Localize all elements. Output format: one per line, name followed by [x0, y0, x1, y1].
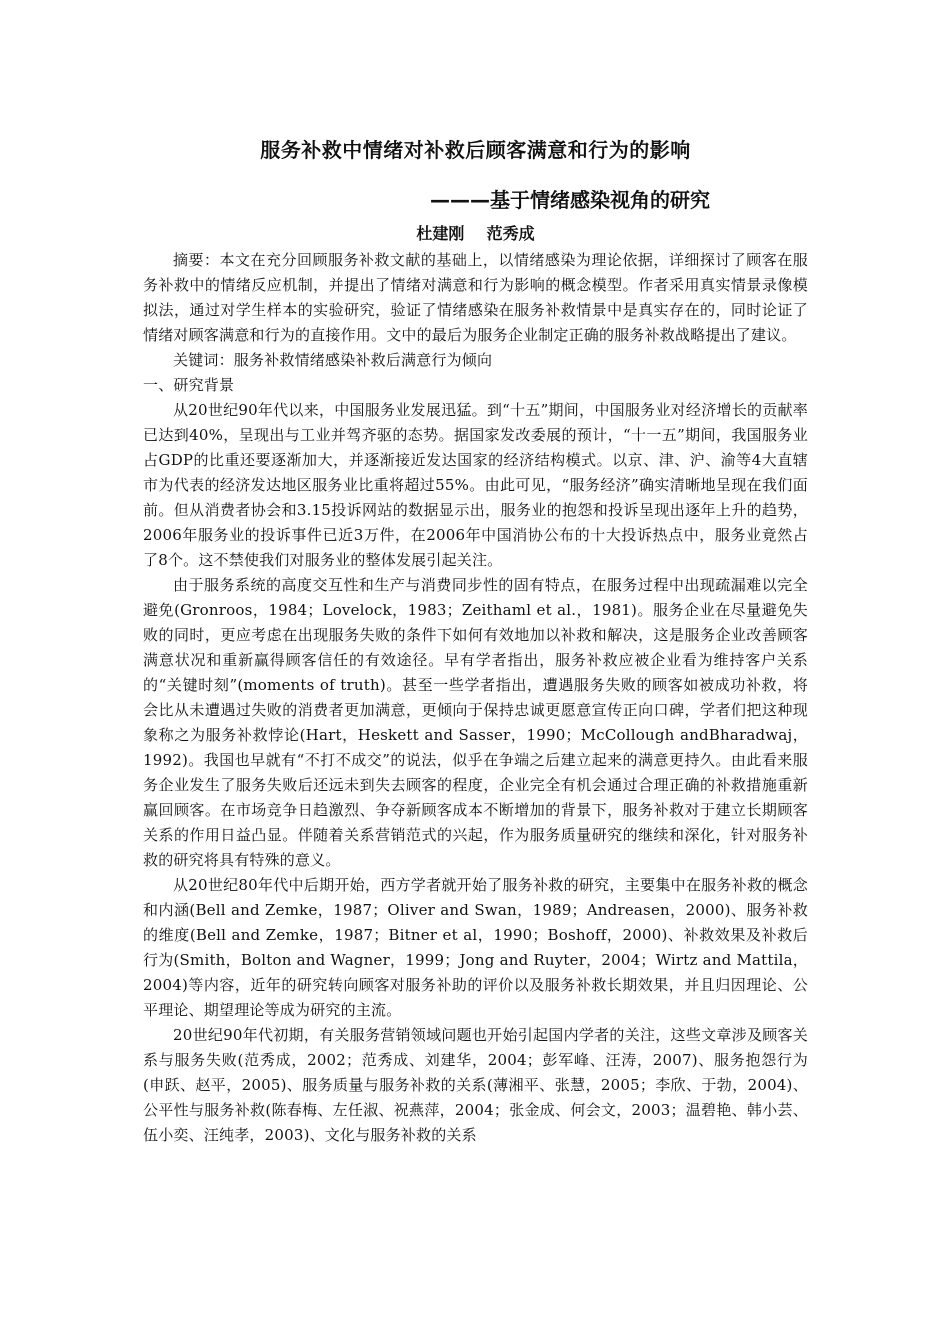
paper-page [143, 130, 808, 1148]
section-heading: 一、研究背景 [143, 376, 235, 394]
paper-authors: 杜建刚 范秀成 [416, 224, 535, 243]
body-paragraph-2: 由于服务系统的高度交互性和生产与消费同步性的固有特点，在服务过程中出现疏漏难以完全避免(Gronroos，1984；Lovelock，1983；Zeithaml et al.，1981)。服务企业在尽量避免失败的同时，更应考虑在出现服务失败的条件下如何有效地加以补救和解决，这是服务企业改善顾客满意状况和重新赢得顾客信任的有效途径。早有学者指出，服务补救应被企业看为维持客户关系的“关键时刻”(moments of truth)。甚至一些学者指出，遭遇服务失败的顾客如被成功补救，将会比从未遭遇过失败的消费者更加满意，更倾向于保持忠诚更愿意宣传正向口碑，学者们把这种现象称之为服务补救悖论(Hart，Heskett and Sasser，1990；McCollough andBharadwaj，1992)。我国也早就有“不打不成交”的说法，似乎在争端之后建立起来的满意更持久。由此看来服务企业发生了服务失败后还远未到失去顾客的程度，企业完全有机会通过合理正确的补救措施重新赢回顾客。在市场竞争日趋激烈、争夺新顾客成本不断增加的背景下，服务补救对于建立长期顾客关系的作用日益凸显。伴随着关系营销范式的兴起，作为服务质量研究的继续和深化，针对服务补救的研究将具有特殊的意义。 [143, 576, 808, 869]
body-paragraph-1: 从20世纪90年代以来，中国服务业发展迅猛。到“十五”期间，中国服务业对经济增长的贡献率已达到40%，呈现出与工业并驾齐驱的态势。据国家发改委展的预计，“十一五”期间，我国服务业占GDP的比重还要逐渐加大，并逐渐接近发达国家的经济结构模式。以京、津、沪、渝等4大直辖市为代表的经济发达地区服务业比重将超过55%。由此可见，“服务经济”确实清晰地呈现在我们面前。但从消费者协会和3.15投诉网站的数据显示出，服务业的抱怨和投诉呈现出逐年上升的趋势，2006年服务业的投诉事件已近3万件，在2006年中国消协公布的十大投诉热点中，服务业竟然占了8个。这不禁使我们对服务业的整体发展引起关注。 [143, 401, 808, 569]
body-paragraph-4: 20世纪90年代初期，有关服务营销领域问题也开始引起国内学者的关注，这些文章涉及顾客关系与服务失败(范秀成，2002；范秀成、刘建华，2004；彭军峰、汪涛，2007)、服务抱怨行为(申跃、赵平，2005)、服务质量与服务补救的关系(薄湘平、张慧，2005；李欣、于勃，2004)、公平性与服务补救(陈春梅、左任淑、祝燕萍，2004；张金成、何会文，2003；温碧艳、韩小芸、伍小奕、汪纯孝，2003)、文化与服务补救的关系 [143, 1026, 808, 1144]
abstract: 摘要：本文在充分回顾服务补救文献的基础上，以情绪感染为理论依据，详细探讨了顾客在服务补救中的情绪反应机制，并提出了情绪对满意和行为影响的概念模型。作者采用真实情景录像模拟法，通过对学生样本的实验研究，验证了情绪感染在服务补救情景中是真实存在的，同时论证了情绪对顾客满意和行为的直接作用。文中的最后为服务企业制定正确的服务补救战略提出了建议。 [143, 251, 808, 344]
body-paragraph-3: 从20世纪80年代中后期开始，西方学者就开始了服务补救的研究，主要集中在服务补救的概念和内涵(Bell and Zemke，1987；Oliver and Swan，1989；Andreasen，2000)、服务补救的维度(Bell and Zemke，1987；Bitner et al，1990；Boshoff，2000)、补救效果及补救后行为(Smith，Bolton and Wagner，1999；Jong and Ruyter，2004；Wirtz and Mattila，2004)等内容，近年的研究转向顾客对服务补助的评价以及服务补救长期效果，并且归因理论、公平理论、期望理论等成为研究的主流。 [143, 876, 808, 1019]
paper-subtitle: ———基于情绪感染视角的研究 [430, 188, 710, 212]
paper-title: 服务补救中情绪对补救后顾客满意和行为的影响 [260, 138, 691, 162]
keywords: 关键词：服务补救情绪感染补救后满意行为倾向 [173, 351, 493, 369]
